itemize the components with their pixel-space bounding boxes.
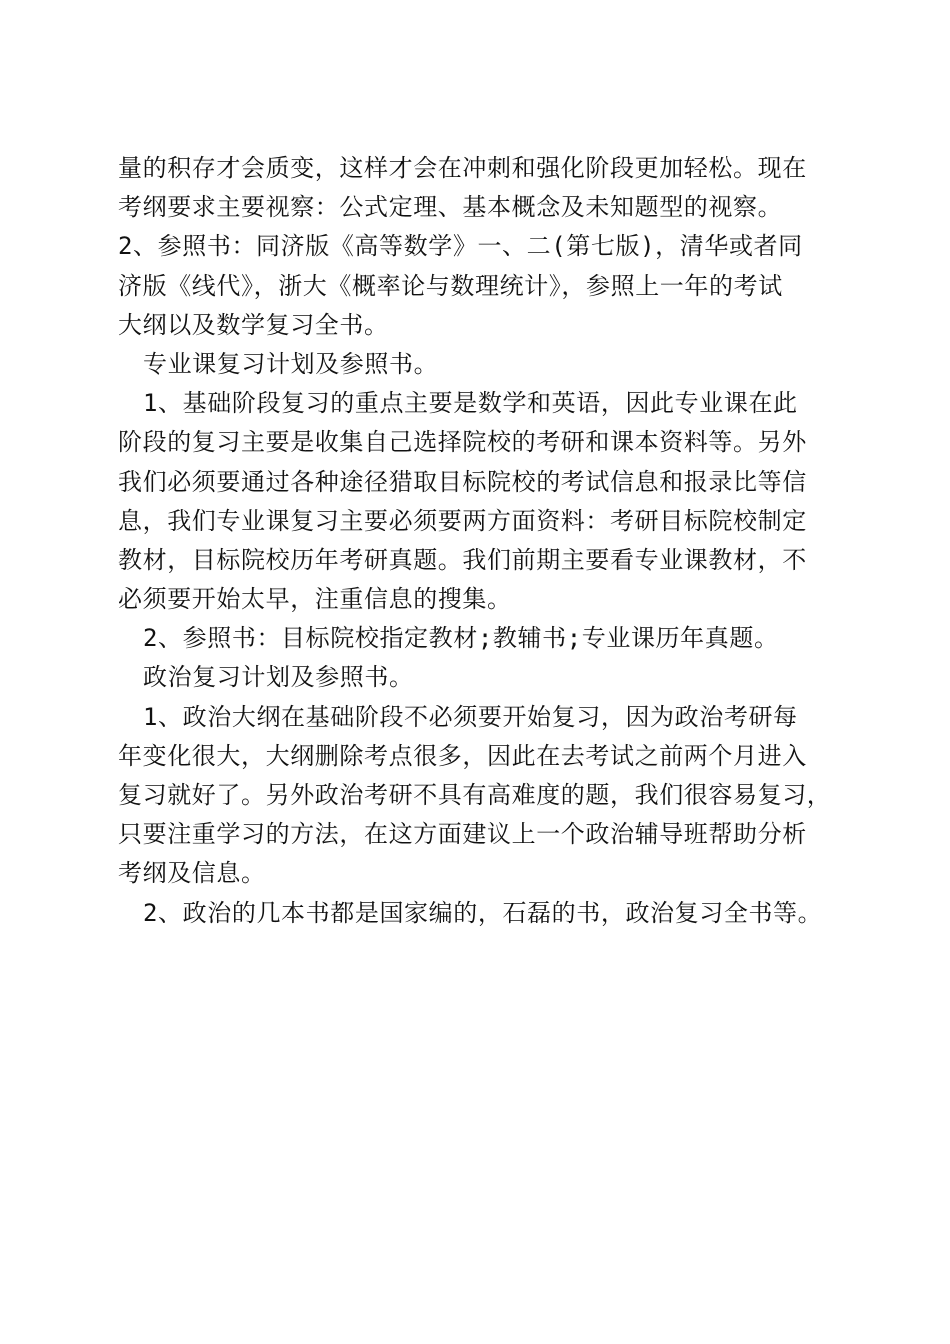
- text-line: 年变化很大，大纲删除考点很多，因此在去考试之前两个月进入: [118, 741, 807, 770]
- section-heading: 专业课复习计划及参照书。: [143, 349, 439, 378]
- text-line: 济版《线代》，浙大《概率论与数理统计》，参照上一年的考试: [118, 271, 783, 300]
- text-line: 2、参照书：同济版《高等数学》一、二(第七版)，清华或者同: [118, 232, 803, 261]
- text-line: 1、政治大纲在基础阶段不必须要开始复习，因为政治考研每: [143, 702, 798, 731]
- text-line: 必须要开始太早，注重信息的搜集。: [118, 585, 512, 614]
- text-line: 考纲及信息。: [118, 859, 266, 888]
- text-line: 2、政治的几本书都是国家编的，石磊的书，政治复习全书等。: [143, 898, 823, 927]
- text-line: 我们必须要通过各种途径猎取目标院校的考试信息和报录比等信: [118, 467, 807, 496]
- document-body: [118, 149, 834, 933]
- text-line: 2、参照书：目标院校指定教材;教辅书;专业课历年真题。: [143, 624, 779, 653]
- text-line: 考纲要求主要视察：公式定理、基本概念及未知题型的视察。: [118, 193, 783, 222]
- section-heading: 政治复习计划及参照书。: [143, 663, 414, 692]
- text-line: 息，我们专业课复习主要必须要两方面资料：考研目标院校制定: [118, 506, 807, 535]
- text-line: 1、基础阶段复习的重点主要是数学和英语，因此专业课在此: [143, 389, 798, 418]
- text-line: 量的积存才会质变，这样才会在冲刺和强化阶段更加轻松。现在: [118, 154, 807, 182]
- text-line: 阶段的复习主要是收集自己选择院校的考研和课本资料等。另外: [118, 428, 807, 457]
- text-line: 复习就好了。另外政治考研不具有高难度的题，我们很容易复习，: [118, 781, 832, 809]
- text-line: 只要注重学习的方法，在这方面建议上一个政治辅导班帮助分析: [118, 820, 807, 849]
- text-line: 教材，目标院校历年考研真题。我们前期主要看专业课教材，不: [118, 545, 807, 574]
- text-line: 大纲以及数学复习全书。: [118, 310, 389, 339]
